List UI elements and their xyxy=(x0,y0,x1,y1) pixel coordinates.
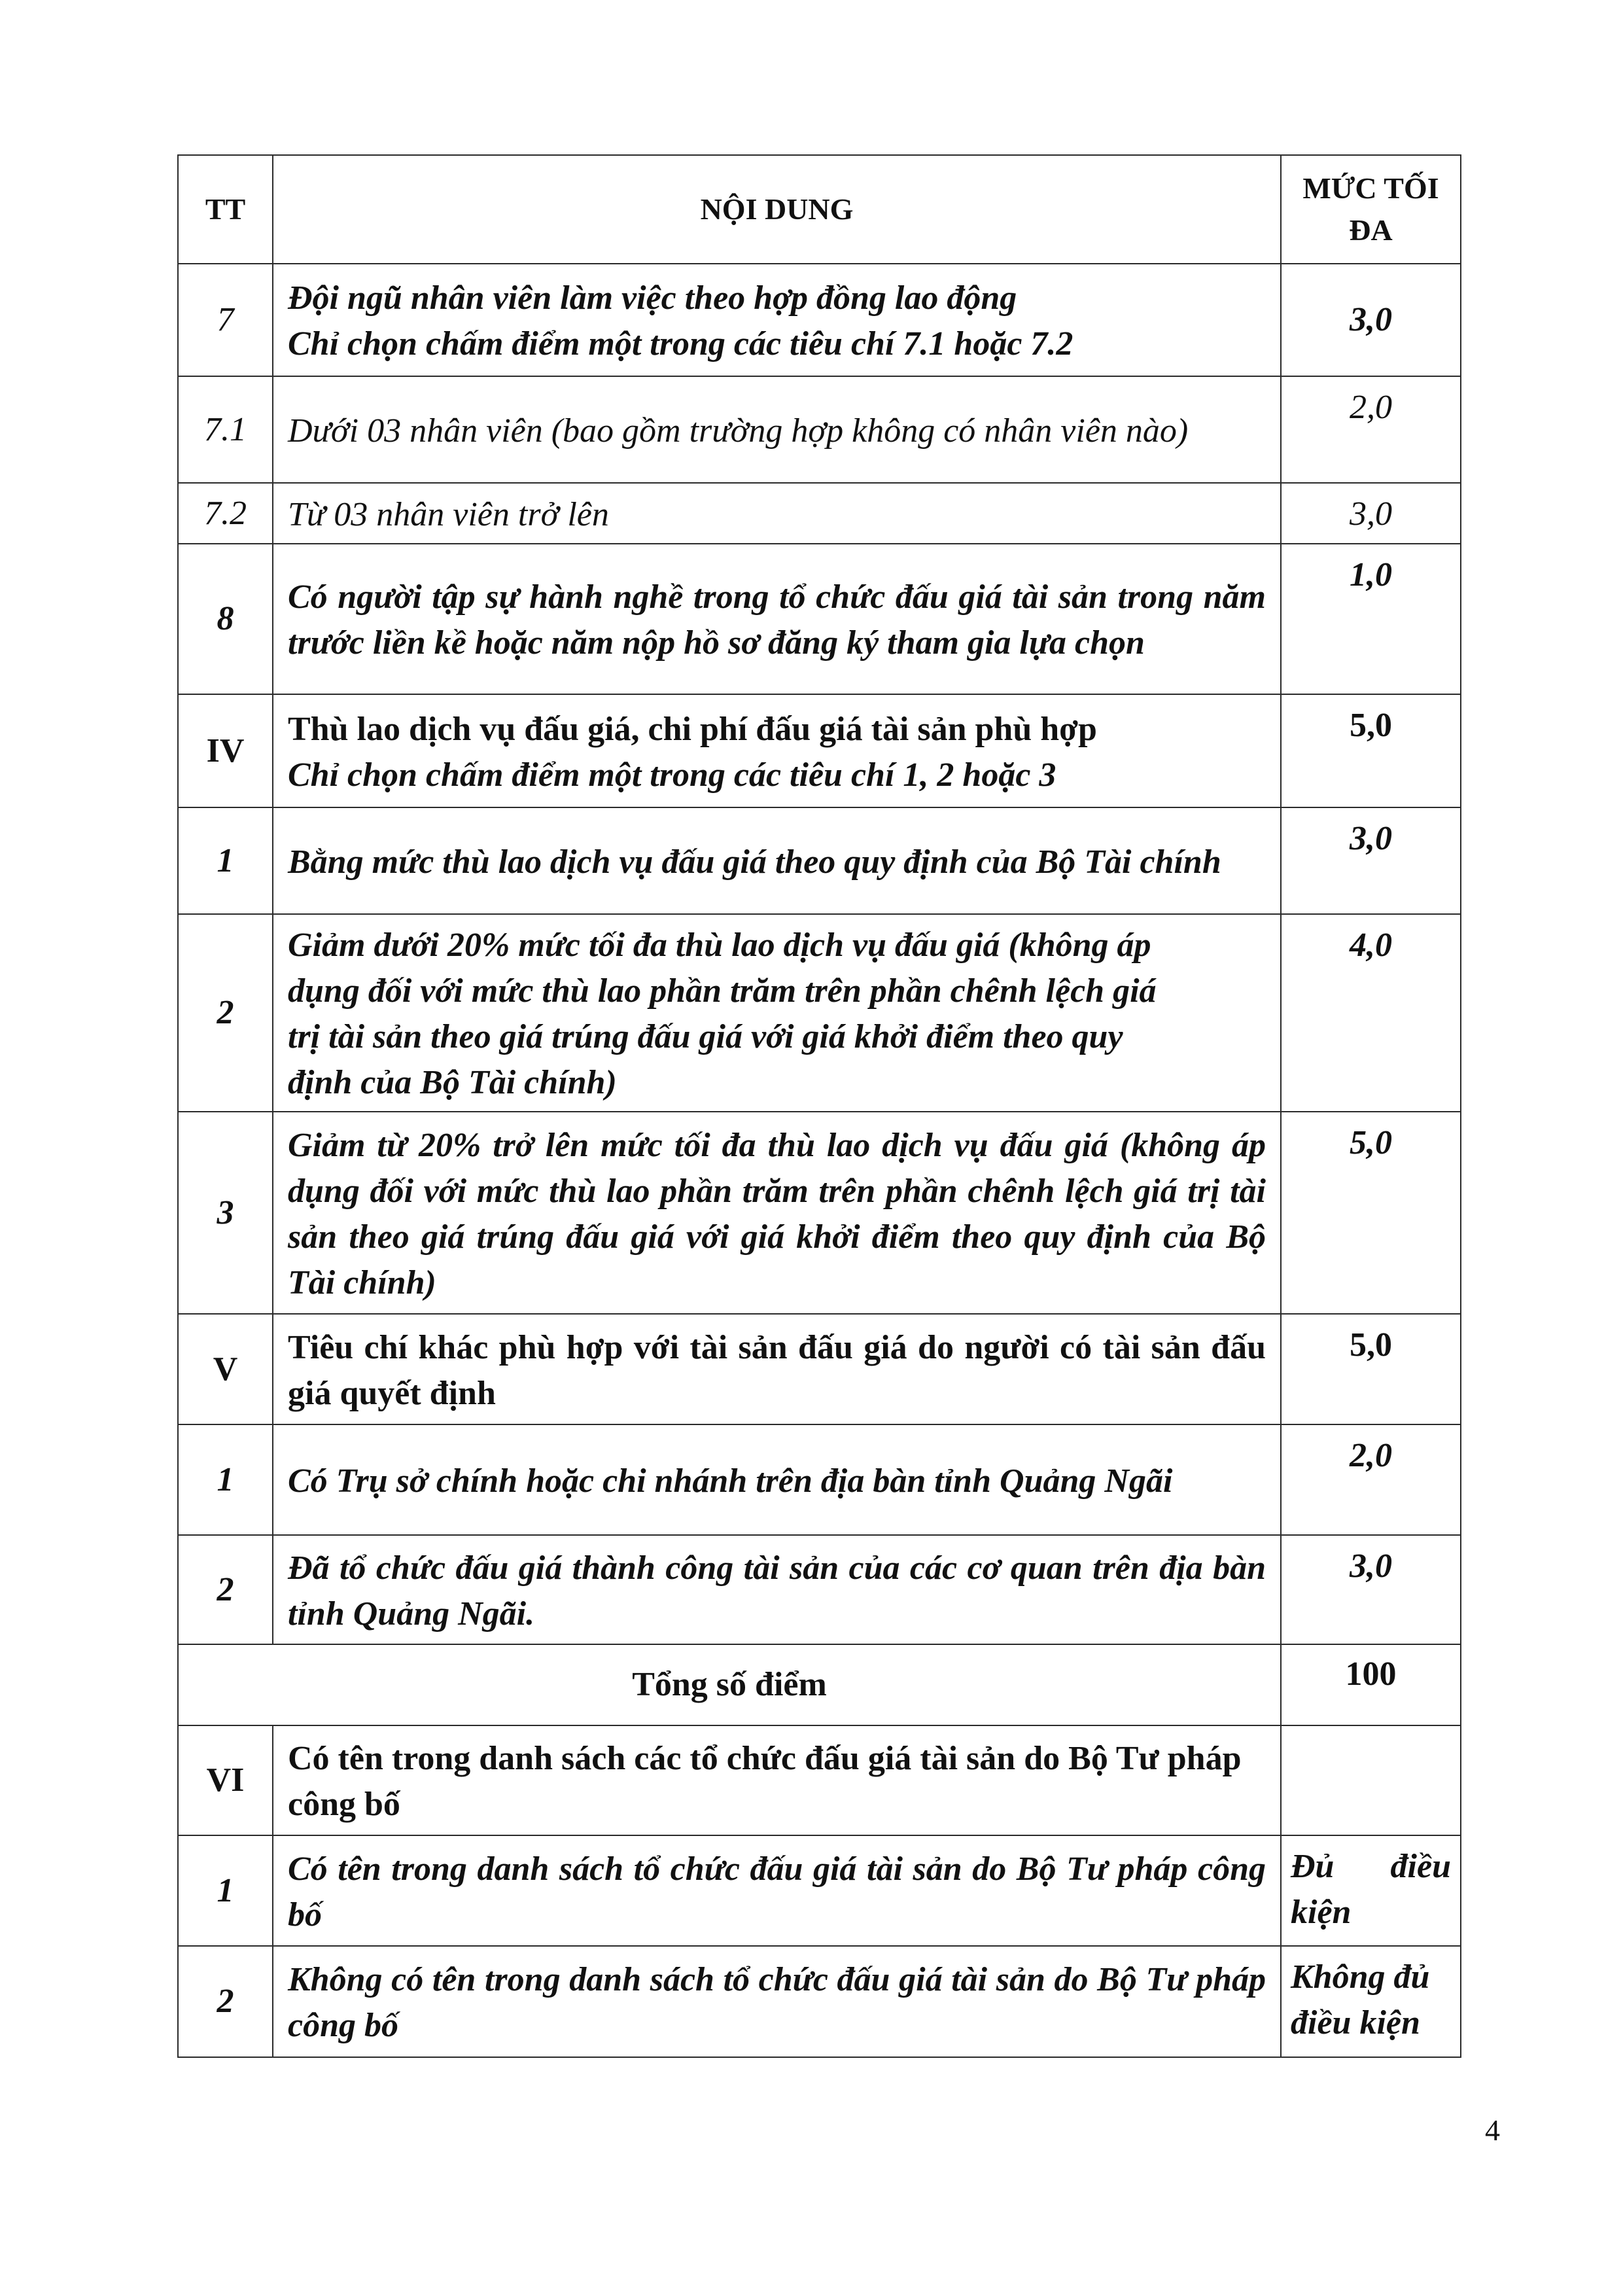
row-content: Giảm từ 20% trở lên mức tối đa thù lao dịch vụ đấu giá (không áp dụng đối với mức thù lao phần trăm trên phần chênh lệch giá trị tài sản theo giá trúng đấu giá với giá khởi điểm theo quy định của Bộ Tài chính) xyxy=(273,1112,1281,1314)
row-max-score: 5,0 xyxy=(1281,1112,1461,1314)
table-row xyxy=(178,1314,1461,1424)
row-tt: 7.2 xyxy=(178,483,273,544)
row-content-line: định của Bộ Tài chính) xyxy=(288,1064,617,1101)
table-row xyxy=(178,1424,1461,1535)
row-content: Có Trụ sở chính hoặc chi nhánh trên địa bàn tỉnh Quảng Ngãi xyxy=(273,1424,1281,1535)
row-max-score: 2,0 xyxy=(1281,376,1461,483)
row-content-line: Thù lao dịch vụ đấu giá, chi phí đấu giá tài sản phù hợp xyxy=(288,710,1097,748)
header-content: NỘI DUNG xyxy=(273,155,1281,264)
total-value: 100 xyxy=(1281,1644,1461,1725)
row-tt: 1 xyxy=(178,1424,273,1535)
header-max-line1: MỨC TỐI xyxy=(1302,171,1439,205)
row-tt: V xyxy=(178,1314,273,1424)
eligibility-line: Không đủ xyxy=(1291,1958,1430,1996)
row-content-line: Chỉ chọn chấm điểm một trong các tiêu chí 1, 2 hoặc 3 xyxy=(288,756,1056,794)
header-tt: TT xyxy=(178,155,273,264)
row-max-score: 2,0 xyxy=(1281,1424,1461,1535)
row-content: Có tên trong danh sách tổ chức đấu giá tài sản do Bộ Tư pháp công bố xyxy=(273,1835,1281,1946)
page-number: 4 xyxy=(1485,2113,1500,2147)
row-content-line: Chỉ chọn chấm điểm một trong các tiêu chí 7.1 hoặc 7.2 xyxy=(288,325,1073,362)
row-max-score: 3,0 xyxy=(1281,807,1461,914)
row-tt: 7 xyxy=(178,264,273,376)
eligibility-line: điều kiện xyxy=(1291,2004,1420,2041)
row-max-score: 5,0 xyxy=(1281,694,1461,807)
row-content-line: Giảm dưới 20% mức tối đa thù lao dịch vụ đấu giá (không áp xyxy=(288,927,1151,964)
table-row xyxy=(178,807,1461,914)
table-row xyxy=(178,1946,1461,2057)
table-row xyxy=(178,264,1461,376)
total-label: Tổng số điểm xyxy=(178,1644,1281,1725)
row-max-score: 4,0 xyxy=(1281,914,1461,1112)
row-content-line: dụng đối với mức thù lao phần trăm trên phần chênh lệch giá xyxy=(288,972,1157,1010)
row-tt: 1 xyxy=(178,1835,273,1946)
row-content-line: trị tài sản theo giá trúng đấu giá với giá khởi điểm theo quy xyxy=(288,1018,1123,1055)
row-content: Từ 03 nhân viên trở lên xyxy=(273,483,1281,544)
row-content: Tiêu chí khác phù hợp với tài sản đấu giá do người có tài sản đấu giá quyết định xyxy=(273,1314,1281,1424)
row-max-score: 3,0 xyxy=(1281,483,1461,544)
row-content xyxy=(273,914,1281,1112)
table-row xyxy=(178,1725,1461,1835)
row-tt: VI xyxy=(178,1725,273,1835)
header-max-score xyxy=(1281,155,1461,264)
table-row xyxy=(178,1835,1461,1946)
row-content: Bằng mức thù lao dịch vụ đấu giá theo quy định của Bộ Tài chính xyxy=(273,807,1281,914)
table-row xyxy=(178,914,1461,1112)
eligibility-line: kiện xyxy=(1291,1894,1352,1931)
header-max-line2: ĐA xyxy=(1349,213,1393,247)
total-row xyxy=(178,1644,1461,1725)
table-row xyxy=(178,376,1461,483)
row-max-score: 3,0 xyxy=(1281,1535,1461,1644)
table-row xyxy=(178,1535,1461,1644)
row-content: Có người tập sự hành nghề trong tổ chức đấu giá tài sản trong năm trước liền kề hoặc năm nộp hồ sơ đăng ký tham gia lựa chọn xyxy=(273,544,1281,694)
row-tt: 8 xyxy=(178,544,273,694)
row-content: Không có tên trong danh sách tổ chức đấu giá tài sản do Bộ Tư pháp công bố xyxy=(273,1946,1281,2057)
table-row xyxy=(178,483,1461,544)
row-max-score: 1,0 xyxy=(1281,544,1461,694)
row-tt: 2 xyxy=(178,914,273,1112)
row-tt: IV xyxy=(178,694,273,807)
row-content xyxy=(273,264,1281,376)
table-row xyxy=(178,1112,1461,1314)
table-row xyxy=(178,694,1461,807)
table-row xyxy=(178,544,1461,694)
row-content-line: Đội ngũ nhân viên làm việc theo hợp đồng lao động xyxy=(288,279,1017,317)
row-eligibility xyxy=(1281,1835,1461,1946)
row-tt: 7.1 xyxy=(178,376,273,483)
row-content: Đã tổ chức đấu giá thành công tài sản của các cơ quan trên địa bàn tỉnh Quảng Ngãi. xyxy=(273,1535,1281,1644)
criteria-score-table xyxy=(177,154,1461,2058)
row-tt: 1 xyxy=(178,807,273,914)
table-header-row xyxy=(178,155,1461,264)
row-max-score: 5,0 xyxy=(1281,1314,1461,1424)
row-tt: 2 xyxy=(178,1535,273,1644)
row-tt: 3 xyxy=(178,1112,273,1314)
row-eligibility xyxy=(1281,1946,1461,2057)
eligibility-line: Đủ điều xyxy=(1291,1848,1451,1885)
row-max-score: 3,0 xyxy=(1281,264,1461,376)
row-content: Dưới 03 nhân viên (bao gồm trường hợp không có nhân viên nào) xyxy=(273,376,1281,483)
row-tt: 2 xyxy=(178,1946,273,2057)
row-content xyxy=(273,694,1281,807)
row-max-score xyxy=(1281,1725,1461,1835)
row-content: Có tên trong danh sách các tổ chức đấu giá tài sản do Bộ Tư pháp công bố xyxy=(273,1725,1281,1835)
